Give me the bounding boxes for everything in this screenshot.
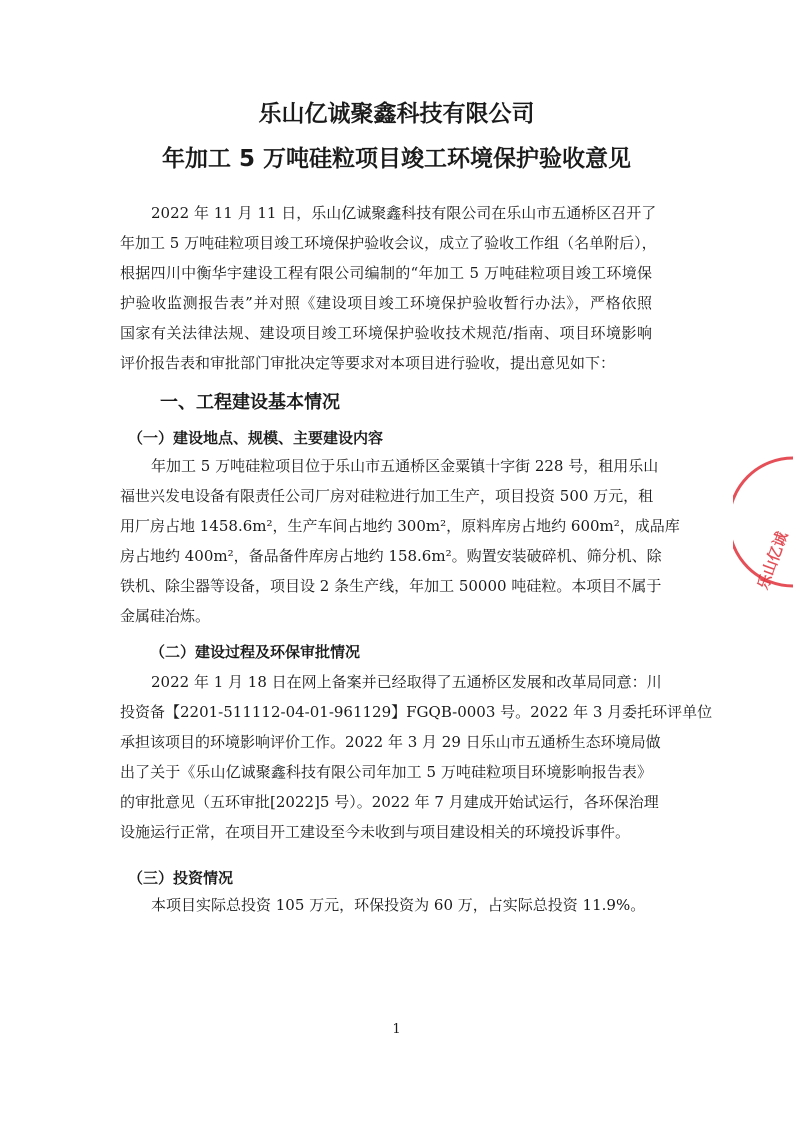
construction-content-paragraph	[120, 451, 680, 631]
text-line: 用厂房占地 1458.6m²，生产车间占地约 300m²，原料库房占地约 600m²，成品库	[120, 517, 680, 535]
text-line: 的审批意见（五环审批[2022]5 号）。2022 年 7 月建成开始试运行，各环保治理	[120, 793, 659, 811]
text-line: 承担该项目的环境影响评价工作。2022 年 3 月 29 日乐山市五通桥生态环境局做	[120, 733, 661, 751]
text-line: 出了关于《乐山亿诚聚鑫科技有限公司年加工 5 万吨硅粒项目环境影响报告表》	[120, 763, 652, 781]
text-line: 2022 年 11 月 11 日，乐山亿诚聚鑫科技有限公司在乐山市五通桥区召开了	[151, 204, 657, 222]
company-seal-text: 乐山亿诚	[753, 529, 792, 592]
investment-paragraph	[120, 890, 652, 920]
text-line: 评价报告表和审批部门审批决定等要求对本项目进行验收，提出意见如下：	[120, 354, 616, 372]
text-line: 护验收监测报告表”并对照《建设项目竣工环境保护验收暂行办法》，严格依照	[120, 294, 652, 312]
text-line: 根据四川中衡华宇建设工程有限公司编制的“年加工 5 万吨硅粒项目竣工环境保	[120, 264, 652, 282]
section-heading-1: 一、工程建设基本情况	[160, 392, 340, 413]
intro-paragraph	[120, 198, 657, 378]
text-line: 房占地约 400m²，备品备件库房占地约 158.6m²。购置安装破碎机、筛分机、除	[120, 547, 662, 565]
subsection-heading-3: （三）投资情况	[128, 869, 234, 887]
document-title-company: 乐山亿诚聚鑫科技有限公司	[258, 101, 535, 127]
text-line: 年加工 5 万吨硅粒项目位于乐山市五通桥区金粟镇十字街 228 号，租用乐山	[151, 457, 659, 475]
text-line: 年加工 5 万吨硅粒项目竣工环境保护验收会议，成立了验收工作组（名单附后），	[120, 234, 657, 252]
approval-process-paragraph	[120, 667, 713, 847]
text-line: 金属硅冶炼。	[120, 607, 211, 625]
text-line: 福世兴发电设备有限责任公司厂房对硅粒进行加工生产，项目投资 500 万元，租	[120, 487, 654, 505]
text-line: 铁机、除尘器等设备，项目设 2 条生产线，年加工 50000 吨硅粒。本项目不属于	[120, 577, 662, 595]
text-line: 国家有关法律法规、建设项目竣工环境保护验收技术规范/指南、项目环境影响	[120, 324, 652, 342]
subsection-heading-1: （一）建设地点、规模、主要建设内容	[128, 429, 384, 447]
subsection-heading-2: （二）建设过程及环保审批情况	[150, 643, 361, 661]
page-number: 1	[392, 1022, 401, 1037]
text-line: 本项目实际总投资 105 万元，环保投资为 60 万，占实际总投资 11.9%。	[151, 896, 646, 914]
text-line: 设施运行正常，在项目开工建设至今未收到与项目建设相关的环境投诉事件。	[120, 823, 631, 841]
document-title-subject: 年加工 5 万吨硅粒项目竣工环境保护验收意见	[161, 146, 632, 172]
text-line: 投资备【2201-511112-04-01-961129】FGQB-0003 号。2022 年 3 月委托环评单位	[120, 703, 713, 721]
text-line: 2022 年 1 月 18 日在网上备案并已经取得了五通桥区发展和改革局同意：川	[151, 673, 662, 691]
